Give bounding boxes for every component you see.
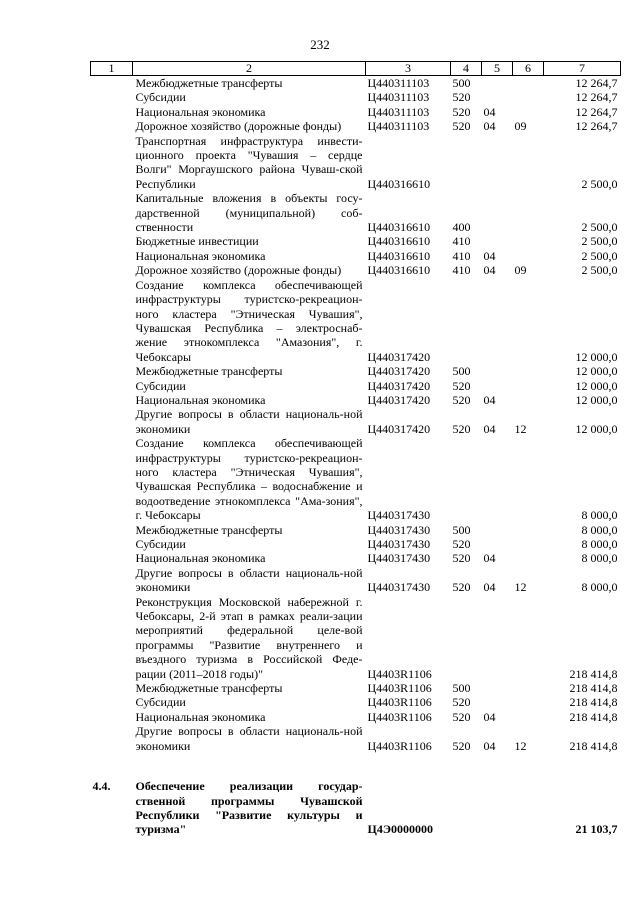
row-name: Транспортная инфраструктура инвести-ционного проекта "Чувашия – сердце Волги" Моргаушского района Чуваш-ской Республики: [135, 133, 363, 191]
row-code: Ц440316610: [367, 248, 431, 263]
section-code: Ц4Э0000000: [367, 822, 433, 837]
row-rz: 04: [483, 392, 496, 407]
row-sum: 12 000,0: [575, 364, 618, 379]
row-pr: [513, 551, 544, 565]
row-code: Ц440317420: [367, 421, 431, 436]
row-vr: [451, 278, 482, 364]
row-sum: 12 000,0: [575, 421, 618, 436]
table-row: [91, 523, 621, 537]
row-index: [91, 436, 133, 522]
row-sum: 2 500,0: [581, 220, 618, 235]
row-name: Капитальные вложения в объекты госу-дарственной (муниципальной) соб-ственности: [135, 191, 363, 235]
row-name: Дорожное хозяйство (дорожные фонды): [135, 263, 342, 278]
row-pr: [513, 364, 544, 378]
row-rz: 04: [483, 119, 496, 134]
row-pr: [513, 234, 544, 248]
row-index: [91, 105, 133, 119]
row-rz: [482, 436, 513, 522]
row-pr: [513, 393, 544, 407]
table-row: [91, 191, 621, 234]
row-code: Ц440316610: [367, 176, 431, 191]
row-index: [91, 379, 133, 393]
row-name: Межбюджетные трансферты: [135, 681, 283, 696]
row-name: Субсидии: [135, 378, 186, 393]
row-rz: [482, 364, 513, 378]
row-pr: [513, 379, 544, 393]
row-sum: 218 414,8: [569, 709, 618, 724]
row-index: [91, 134, 133, 192]
row-vr: 500: [452, 76, 471, 90]
row-sum: 12 000,0: [575, 349, 618, 364]
table-row: [91, 364, 621, 378]
row-pr: [513, 191, 544, 234]
column-header: 5: [482, 62, 513, 76]
row-code: Ц440317430: [367, 508, 431, 523]
row-code: Ц440311103: [367, 90, 430, 105]
row-sum: 2 500,0: [581, 263, 618, 278]
row-index: [91, 263, 133, 277]
spacer-row: [91, 753, 621, 779]
row-sum: 2 500,0: [581, 176, 618, 191]
budget-table: [90, 61, 621, 837]
row-sum: 8 000,0: [581, 551, 618, 566]
column-header: 3: [366, 62, 451, 76]
row-index: [91, 407, 133, 436]
row-rz: [482, 278, 513, 364]
row-vr: 520: [452, 104, 471, 119]
row-rz: [482, 90, 513, 104]
row-index: [91, 537, 133, 551]
row-code: Ц440311103: [367, 119, 430, 134]
row-pr: [513, 695, 544, 709]
row-code: Ц440311103: [367, 104, 430, 119]
row-index: [91, 710, 133, 724]
row-name: Национальная экономика: [135, 551, 266, 566]
row-pr: [513, 105, 544, 119]
row-name: Другие вопросы в области националь-ной экономики: [135, 407, 363, 436]
table-row: [91, 234, 621, 248]
row-sum: 12 000,0: [575, 378, 618, 393]
row-sum: 2 500,0: [581, 234, 618, 249]
row-name: Национальная экономика: [135, 392, 266, 407]
row-rz: [482, 523, 513, 537]
row-pr: [513, 681, 544, 695]
row-index: [91, 681, 133, 695]
row-vr: 520: [452, 392, 471, 407]
row-name: Национальная экономика: [135, 709, 266, 724]
row-name: Субсидии: [135, 695, 186, 710]
row-sum: 12 264,7: [575, 119, 618, 134]
table-row: [91, 379, 621, 393]
row-vr: 520: [452, 90, 471, 105]
table-row: [91, 249, 621, 263]
row-rz: 04: [483, 709, 496, 724]
row-name: Межбюджетные трансферты: [135, 364, 283, 379]
row-sum: 12 000,0: [575, 392, 618, 407]
table-row: [91, 436, 621, 522]
table-row: [91, 393, 621, 407]
row-index: [91, 234, 133, 248]
row-sum: 218 414,8: [569, 681, 618, 696]
row-name: Национальная экономика: [135, 104, 266, 119]
row-name: Создание комплекса обеспечивающей инфраструктуры туристско-рекреацион-ного кластера "Этническая Чувашия", Чувашская Республика – водоснабжение и водоотведение этнокомплекса "Ама-зония", г. Чебоксары: [135, 436, 363, 523]
row-name: Субсидии: [135, 537, 186, 551]
row-code: Ц440317420: [367, 378, 431, 393]
column-header: 2: [133, 62, 366, 76]
section-rz: [482, 779, 513, 837]
table-row: [91, 134, 621, 192]
row-name: Создание комплекса обеспечивающей инфраструктуры туристско-рекреацион-ного кластера "Этническая Чувашия", Чувашская Республика – электроснаб-жение этнокомплекса "Амазония", г. Чебоксары: [135, 277, 363, 364]
row-name: Субсидии: [135, 90, 186, 105]
row-vr: [451, 595, 482, 681]
table-row: [91, 537, 621, 551]
row-vr: [451, 134, 482, 192]
row-rz: [482, 76, 513, 91]
row-vr: 520: [452, 709, 471, 724]
row-name: Другие вопросы в области националь-ной экономики: [135, 565, 363, 595]
page-number: 232: [310, 37, 330, 52]
row-sum: 12 264,7: [575, 104, 618, 119]
row-pr: 09: [514, 119, 527, 134]
column-header: 1: [91, 62, 133, 76]
row-vr: 520: [452, 119, 471, 134]
row-index: [91, 595, 133, 681]
row-pr: [513, 710, 544, 724]
row-vr: 520: [452, 695, 471, 710]
row-index: [91, 90, 133, 104]
table-row: [91, 105, 621, 119]
row-rz: [482, 134, 513, 192]
row-name: Реконструкция Московской набережной г. Чебоксары, 2-й этап в рамках реали-зации мероприятий федеральной целе-вой программы "Развитие внутреннего и въездного туризма в Российской Феде-рации (2011–2018 годы)": [135, 594, 363, 681]
row-code: Ц4403R1106: [367, 681, 432, 696]
row-rz: [482, 191, 513, 234]
row-pr: [513, 278, 544, 364]
row-name: Межбюджетные трансферты: [135, 522, 283, 537]
row-rz: [482, 234, 513, 248]
row-vr: 400: [452, 220, 471, 235]
table-row: [91, 551, 621, 565]
row-sum: 8 000,0: [581, 537, 618, 551]
section-vr: [451, 779, 482, 837]
table-row: [91, 263, 621, 277]
row-code: Ц440317430: [367, 551, 431, 566]
row-rz: [482, 681, 513, 695]
row-pr: [513, 537, 544, 551]
row-rz: 04: [483, 580, 496, 595]
row-index: [91, 393, 133, 407]
row-name: Национальная экономика: [135, 248, 266, 263]
row-name: Дорожное хозяйство (дорожные фонды): [135, 119, 342, 134]
row-vr: 500: [452, 681, 471, 696]
row-pr: 09: [514, 263, 527, 278]
row-index: [91, 695, 133, 709]
row-rz: 04: [483, 248, 496, 263]
row-vr: 500: [452, 364, 471, 379]
row-code: Ц440317420: [367, 349, 431, 364]
row-code: Ц4403R1106: [367, 695, 432, 710]
table-row: [91, 681, 621, 695]
row-rz: [482, 537, 513, 551]
row-pr: [513, 436, 544, 522]
row-sum: 8 000,0: [581, 508, 618, 523]
table-row: [91, 566, 621, 595]
row-code: Ц4403R1106: [367, 709, 432, 724]
table-row: [91, 90, 621, 104]
row-vr: 520: [452, 551, 471, 566]
row-code: Ц440316610: [367, 263, 431, 278]
table-row: [91, 595, 621, 681]
row-vr: 520: [452, 580, 471, 595]
section-index: 4.4.: [92, 779, 111, 794]
row-sum: 218 414,8: [569, 695, 618, 710]
row-rz: 04: [483, 263, 496, 278]
row-code: Ц440317430: [367, 537, 431, 551]
row-sum: 8 000,0: [581, 522, 618, 537]
row-index: [91, 551, 133, 565]
row-sum: 2 500,0: [581, 248, 618, 263]
row-index: [91, 724, 133, 753]
row-vr: 500: [452, 522, 471, 537]
row-index: [91, 76, 133, 91]
column-header: 6: [513, 62, 544, 76]
row-code: Ц4403R1106: [367, 666, 432, 681]
row-pr: [513, 76, 544, 91]
row-rz: 04: [483, 421, 496, 436]
row-code: Ц440316610: [367, 220, 431, 235]
row-index: [91, 566, 133, 595]
row-vr: 410: [452, 234, 471, 249]
row-index: [91, 249, 133, 263]
row-pr: 12: [514, 738, 527, 753]
row-sum: 218 414,8: [569, 666, 618, 681]
row-index: [91, 278, 133, 364]
row-name: Другие вопросы в области националь-ной экономики: [135, 724, 363, 753]
row-vr: 520: [452, 738, 471, 753]
row-rz: [482, 379, 513, 393]
row-code: Ц4403R1106: [367, 738, 432, 753]
section-row: [91, 779, 621, 837]
row-rz: [482, 695, 513, 709]
table-row: [91, 278, 621, 364]
row-name: Бюджетные инвестиции: [135, 234, 259, 249]
table-row: [91, 76, 621, 91]
row-pr: [513, 90, 544, 104]
row-vr: 520: [452, 421, 471, 436]
row-index: [91, 364, 133, 378]
table-row: [91, 724, 621, 753]
row-index: [91, 119, 133, 133]
row-rz: 04: [483, 104, 496, 119]
row-vr: [451, 436, 482, 522]
row-pr: [513, 595, 544, 681]
table-row: [91, 407, 621, 436]
row-pr: [513, 134, 544, 192]
row-vr: 520: [452, 537, 471, 551]
row-vr: 410: [452, 248, 471, 263]
row-vr: 520: [452, 378, 471, 393]
row-code: Ц440316610: [367, 234, 431, 249]
row-code: Ц440317420: [367, 392, 431, 407]
spacer-cell: [91, 753, 621, 779]
table-row: [91, 695, 621, 709]
row-rz: 04: [483, 738, 496, 753]
row-vr: 410: [452, 263, 471, 278]
table-row: [91, 710, 621, 724]
table-row: [91, 119, 621, 133]
row-pr: [513, 523, 544, 537]
row-sum: 218 414,8: [569, 738, 618, 753]
row-sum: 8 000,0: [581, 580, 618, 595]
column-header: 7: [544, 62, 621, 76]
row-code: Ц440317430: [367, 580, 431, 595]
row-rz: 04: [483, 551, 496, 566]
section-sum: 21 103,7: [575, 822, 618, 837]
row-name: Межбюджетные трансферты: [135, 76, 283, 90]
row-code: Ц440311103: [367, 76, 430, 90]
row-index: [91, 523, 133, 537]
row-sum: 12 264,7: [575, 90, 618, 105]
row-pr: [513, 249, 544, 263]
row-sum: 12 264,7: [575, 76, 618, 90]
row-pr: 12: [514, 421, 527, 436]
column-header: 4: [451, 62, 482, 76]
row-pr: 12: [514, 580, 527, 595]
section-name: Обеспечение реализации государ-ственной программы Чувашской Республики "Развитие культуры и туризма": [135, 779, 363, 837]
row-rz: [482, 595, 513, 681]
column-header-row: [91, 62, 621, 76]
row-index: [91, 191, 133, 234]
row-code: Ц440317420: [367, 364, 431, 379]
section-pr: [513, 779, 544, 837]
row-code: Ц440317430: [367, 522, 431, 537]
